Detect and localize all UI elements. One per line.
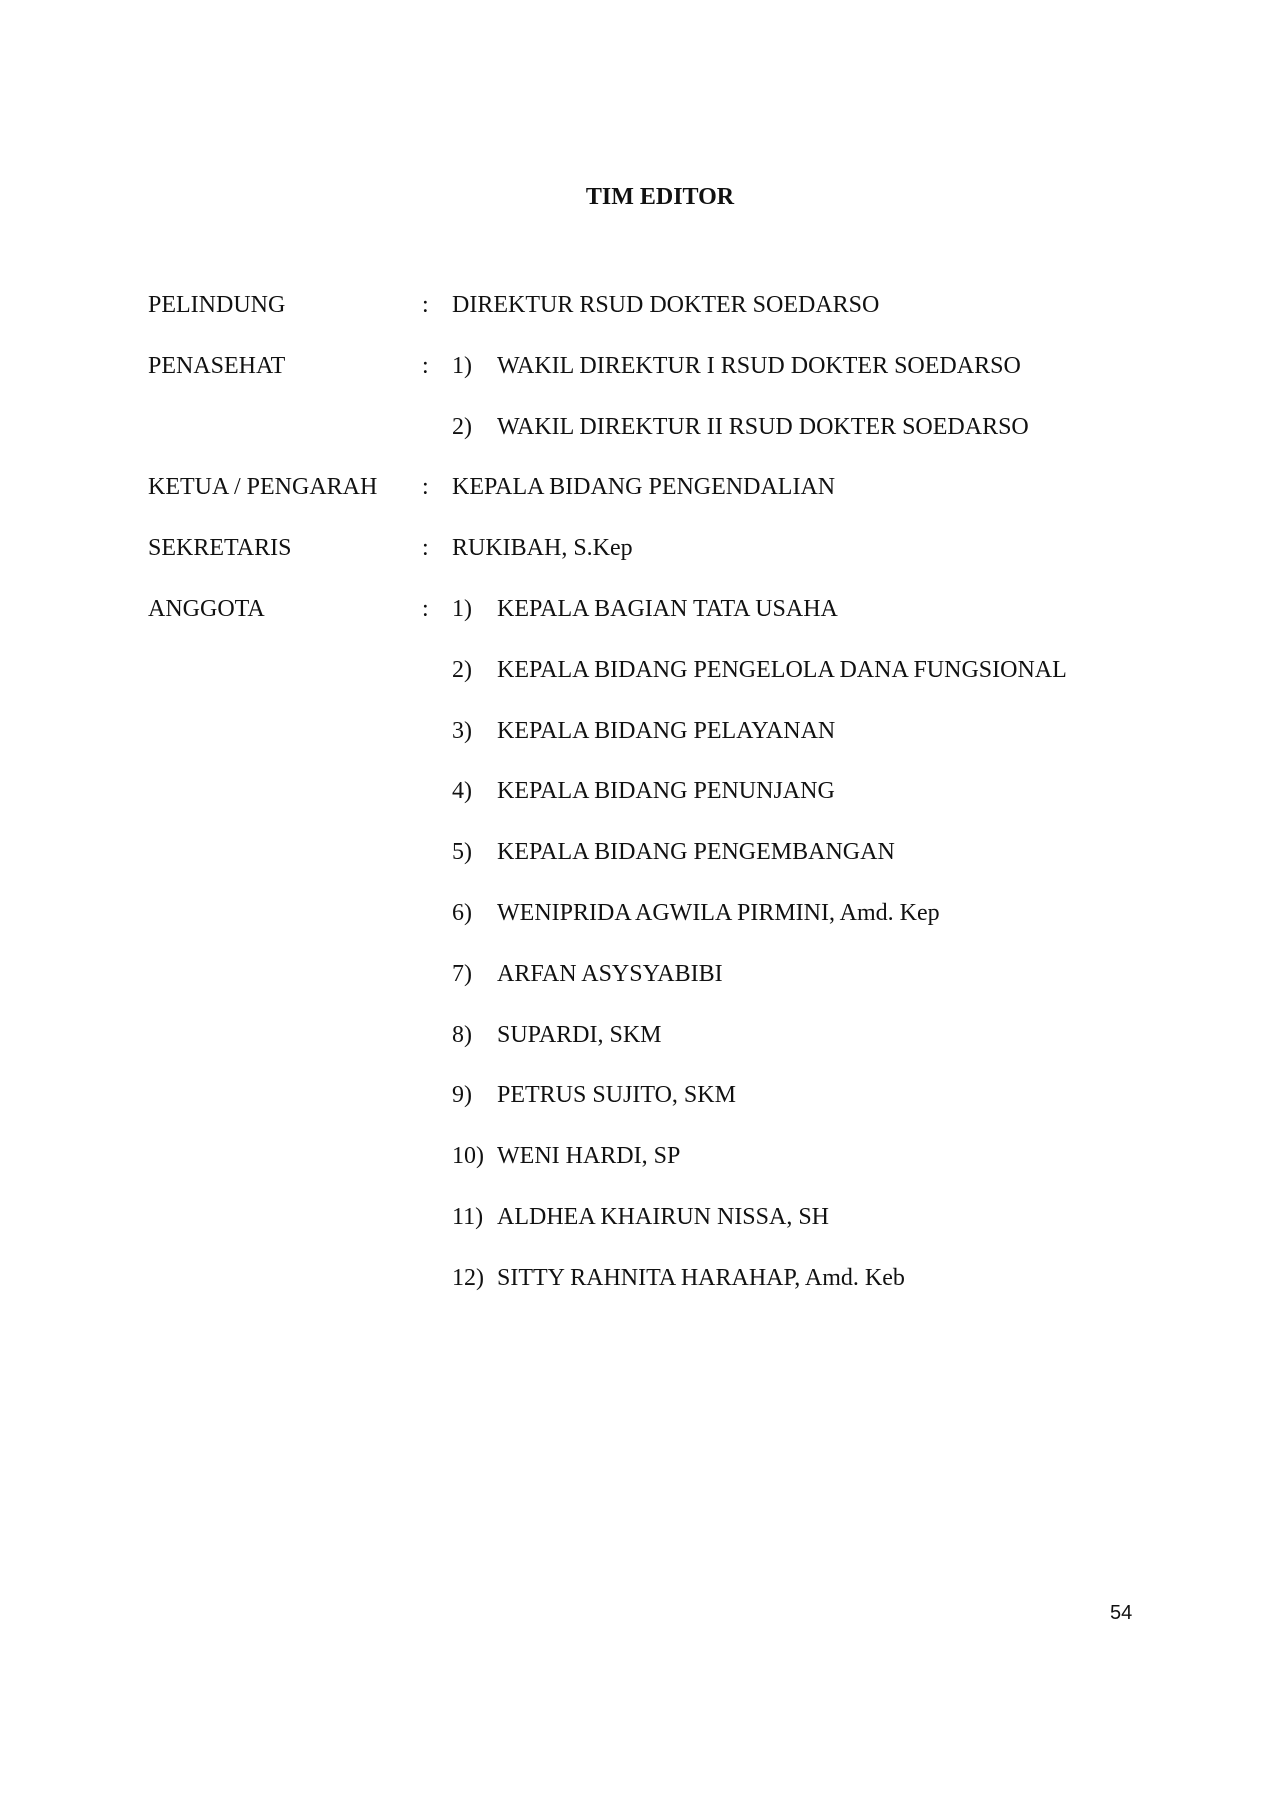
item-text: KEPALA BIDANG PENUNJANG [497, 778, 835, 804]
page-title: TIM EDITOR [585, 184, 735, 210]
section-label: PENASEHAT [148, 353, 286, 379]
item-number: 2) [452, 657, 472, 683]
separator: : [422, 596, 429, 622]
item-text: KEPALA BAGIAN TATA USAHA [497, 596, 838, 622]
separator: : [422, 535, 429, 561]
separator: : [422, 474, 429, 500]
item-text: ARFAN ASYSYABIBI [497, 961, 723, 987]
item-number: 10) [452, 1143, 484, 1169]
item-number: 6) [452, 900, 472, 926]
item-text: WAKIL DIREKTUR I RSUD DOKTER SOEDARSO [497, 353, 1021, 379]
item-text: ALDHEA KHAIRUN NISSA, SH [497, 1204, 830, 1230]
section-label: PELINDUNG [148, 292, 286, 318]
item-number: 11) [452, 1204, 484, 1230]
section-value: RUKIBAH, S.Kep [452, 535, 633, 561]
item-number: 1) [452, 353, 472, 379]
item-number: 3) [452, 718, 472, 744]
item-number: 5) [452, 839, 472, 865]
page-number: 54 [1110, 1602, 1133, 1624]
item-text: SITTY RAHNITA HARAHAP, Amd. Keb [497, 1265, 905, 1291]
separator: : [422, 353, 429, 379]
item-number: 12) [452, 1265, 484, 1291]
item-text: KEPALA BIDANG PELAYANAN [497, 718, 836, 744]
section-label: ANGGOTA [148, 596, 265, 622]
section-value: KEPALA BIDANG PENGENDALIAN [452, 474, 836, 500]
item-text: KEPALA BIDANG PENGEMBANGAN [497, 839, 895, 865]
item-number: 8) [452, 1022, 472, 1048]
item-number: 4) [452, 778, 472, 804]
item-text: SUPARDI, SKM [497, 1022, 662, 1048]
item-number: 1) [452, 596, 472, 622]
item-number: 7) [452, 961, 472, 987]
item-text: WAKIL DIREKTUR II RSUD DOKTER SOEDARSO [497, 414, 1029, 440]
section-label: SEKRETARIS [148, 535, 292, 561]
item-number: 2) [452, 414, 472, 440]
item-text: PETRUS SUJITO, SKM [497, 1082, 736, 1108]
section-value: DIREKTUR RSUD DOKTER SOEDARSO [452, 292, 880, 318]
section-label: KETUA / PENGARAH [148, 474, 378, 500]
item-number: 9) [452, 1082, 472, 1108]
item-text: WENIPRIDA AGWILA PIRMINI, Amd. Kep [497, 900, 940, 926]
item-text: WENI HARDI, SP [497, 1143, 681, 1169]
separator: : [422, 292, 429, 318]
item-text: KEPALA BIDANG PENGELOLA DANA FUNGSIONAL [497, 657, 1067, 683]
